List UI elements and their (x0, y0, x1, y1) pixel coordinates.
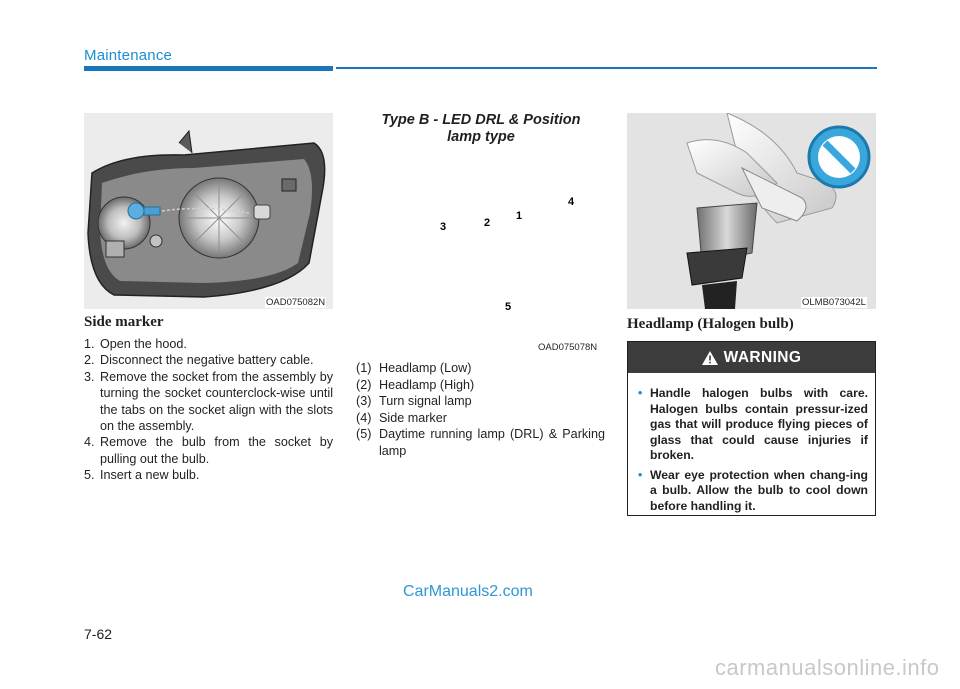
callout-5: 5 (505, 301, 512, 313)
bullet-icon: • (638, 467, 643, 482)
header-rule-light (336, 67, 877, 69)
led-drl-diagram (356, 150, 606, 320)
figure-code: OAD075078N (538, 342, 598, 353)
list-item: 1. Open the hood. (84, 337, 187, 351)
callout-2: 2 (484, 217, 491, 229)
list-item: 3. Remove the socket from the assembly by turning the socket counterclock-wise until the tabs on the socket align with the slots on the assembly. (84, 369, 333, 434)
warning-title: WARNING (723, 348, 802, 366)
warning-list (638, 386, 868, 518)
callout-4: 4 (568, 196, 575, 208)
side-marker-figure (84, 113, 333, 309)
list-item: 2. Disconnect the negative battery cable. (84, 353, 314, 368)
watermark-corner: carmanualsonline.info (715, 655, 940, 680)
figure-code: OLMB073042L (802, 297, 866, 308)
page-number: 7-62 (84, 626, 113, 642)
headlamp-assembly-illustration (84, 113, 333, 309)
halogen-heading: Headlamp (Halogen bulb) (627, 316, 794, 332)
side-marker-heading: Side marker (84, 314, 164, 330)
callout-3: 3 (440, 221, 447, 233)
warning-header (628, 342, 875, 373)
watermark-link[interactable]: CarManuals2.com (403, 583, 533, 600)
list-item: 5. Insert a new bulb. (84, 468, 200, 483)
lamp-legend (356, 360, 605, 460)
callout-1: 1 (516, 210, 523, 222)
section-title: Maintenance (84, 47, 173, 64)
side-marker-steps (84, 336, 333, 484)
figure-code: OAD075082N (266, 297, 326, 308)
list-item: • Wear eye protection when chang-ing a bulb. Allow the bulb to cool down before handling it. (638, 467, 868, 513)
list-item: (4) Side marker (356, 410, 447, 425)
halogen-bulb-figure (627, 113, 876, 309)
warning-box (627, 341, 876, 516)
list-item: (3) Turn signal lamp (356, 394, 472, 409)
list-item: • Handle halogen bulbs with care. Halogen bulbs contain pressur-ized gas that will produce flying pieces of glass that could cause injuries if broken. (638, 386, 868, 462)
list-item: (5) Daytime running lamp (DRL) & Parking lamp (356, 427, 605, 458)
list-item: (2) Headlamp (High) (356, 377, 475, 392)
halogen-bulb-illustration (627, 113, 876, 309)
type-b-heading: Type B - LED DRL & Position lamp type (381, 112, 581, 145)
bullet-icon: • (638, 386, 643, 400)
list-item: (1) Headlamp (Low) (356, 361, 472, 375)
warning-triangle-icon (702, 351, 718, 365)
list-item: 4. Remove the bulb from the socket by pulling out the bulb. (84, 435, 333, 466)
header-rule-dark (84, 66, 333, 71)
